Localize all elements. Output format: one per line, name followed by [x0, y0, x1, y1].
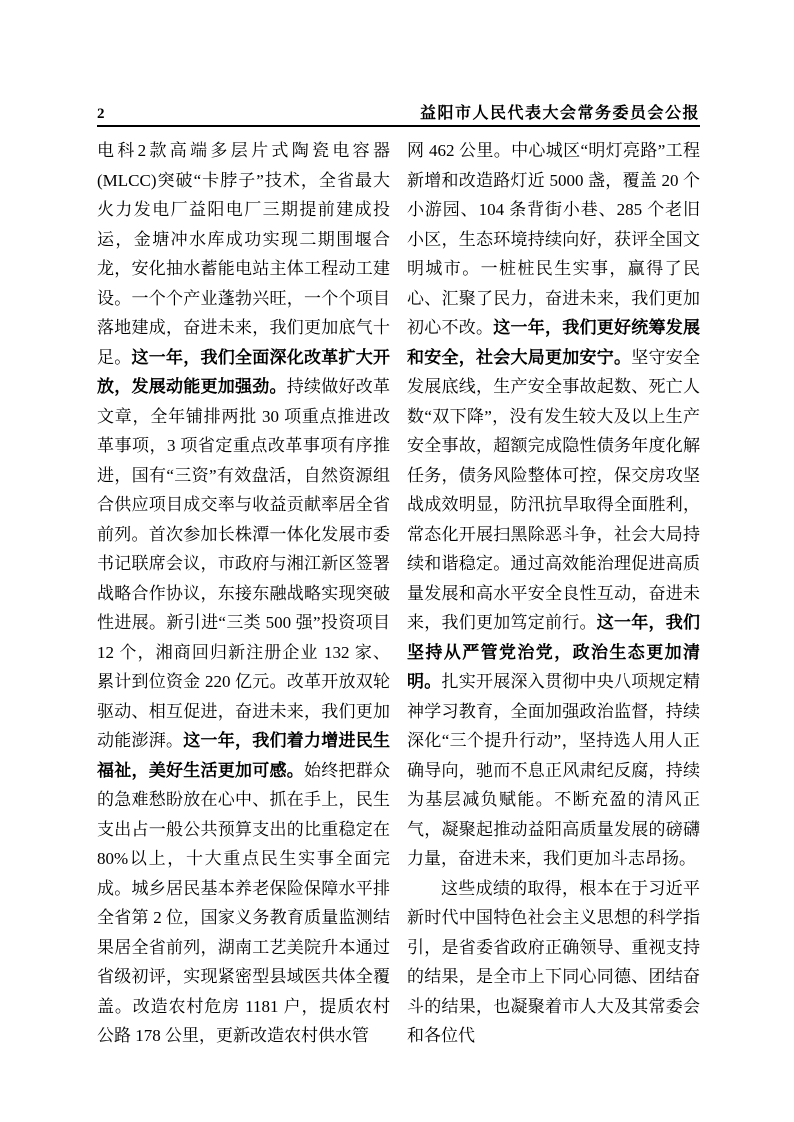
- paragraph: [407, 136, 700, 874]
- page-number: 2: [97, 106, 105, 122]
- emphasis-run: 这一年，我们坚持从严管党治党，政治生态更加清明。: [407, 613, 700, 691]
- text-run: 坚守安全发展底线，生产安全事故起数、死亡人数“双下降”，没有发生较大及以上生产安全事故，超额完成隐性债务年度化解任务，债务风险整体可控，保交房攻坚战成效明显，防汛抗旱取得全面胜利，常态化开展扫黑除恶斗争，社会大局持续和谐稳定。通过高效能治理促进高质量发展和高水平安全良性互动，奋进未来，我们更加笃定前行。: [407, 347, 700, 632]
- emphasis-run: 这一年，我们更好统筹发展和安全，社会大局更加安宁。: [407, 318, 700, 367]
- header-title: 益阳市人民代表大会常务委员会公报: [419, 105, 700, 122]
- text-columns: [97, 136, 700, 1051]
- paragraph: [407, 874, 700, 1051]
- emphasis-run: 这一年，我们着力增进民生福祉，美好生活更加可感。: [97, 731, 390, 780]
- right-column: [407, 136, 700, 1051]
- paragraph: [97, 136, 390, 1051]
- text-run: 持续做好改革文章，全年铺排两批 30 项重点推进改革事项，3 项省定重点改革事项有序推进，国有“三资”有效盘活，自然资源组合供应项目成交率与收益贡献率居全省前列。首次参加长株潭一体化发展市委书记联席会议，市政府与湘江新区签署战略合作协议，东接东融战略实现突破性进展。新引进“三类 500 强”投资项目 12 个，湘商回归新注册企业 132 家、累计到位资金 220 亿元。改革开放双轮驱动、相互促进，奋进未来，我们更加动能澎湃。: [97, 377, 390, 750]
- text-run: 这些成绩的取得，根本在于习近平新时代中国特色社会主义思想的科学指引，是省委省政府正确领导、重视支持的结果，是全市上下同心同德、团结奋斗的结果，也凝聚着市人大及其常委会和各位代: [407, 878, 700, 1045]
- text-run: 网 462 公里。中心城区“明灯亮路”工程新增和改造路灯近 5000 盏，覆盖 20 个小游园、104 条背街小巷、285 个老旧小区，生态环境持续向好，获评全国文明城市。一桩桩民生实事，赢得了民心、汇聚了民力，奋进未来，我们更加初心不改。: [407, 141, 700, 337]
- text-run: 始终把群众的急难愁盼放在心中、抓在手上，民生支出占一般公共预算支出的比重稳定在 80%以上，十大重点民生实事全面完成。城乡居民基本养老保险保障水平排全省第 2 位，国家义务教育质量监测结果居全省前列，湖南工艺美院升本通过省级初评，实现紧密型县域医共体全覆盖。改造农村危房 1181 户，提质农村公路 178 公里，更新改造农村供水管: [97, 760, 390, 1045]
- left-column: [97, 136, 390, 1051]
- emphasis-run: 这一年，我们全面深化改革扩大开放，发展动能更加强劲。: [97, 347, 390, 396]
- page-header: [97, 106, 700, 127]
- text-run: 电科2款高端多层片式陶瓷电容器(MLCC)突破“卡脖子”技术，全省最大火力发电厂益阳电厂三期提前建成投运，金塘冲水库成功实现二期围堰合龙，安化抽水蓄能电站主体工程动工建设。一个个产业蓬勃兴旺，一个个项目落地建成，奋进未来，我们更加底气十足。: [97, 141, 390, 367]
- text-run: 扎实开展深入贯彻中央八项规定精神学习教育，全面加强政治监督，持续深化“三个提升行动”，坚持选人用人正确导向，驰而不息正风肃纪反腐，持续为基层减负赋能。不断充盈的清风正气，凝聚起推动益阳高质量发展的磅礴力量，奋进未来，我们更加斗志昂扬。: [407, 672, 700, 868]
